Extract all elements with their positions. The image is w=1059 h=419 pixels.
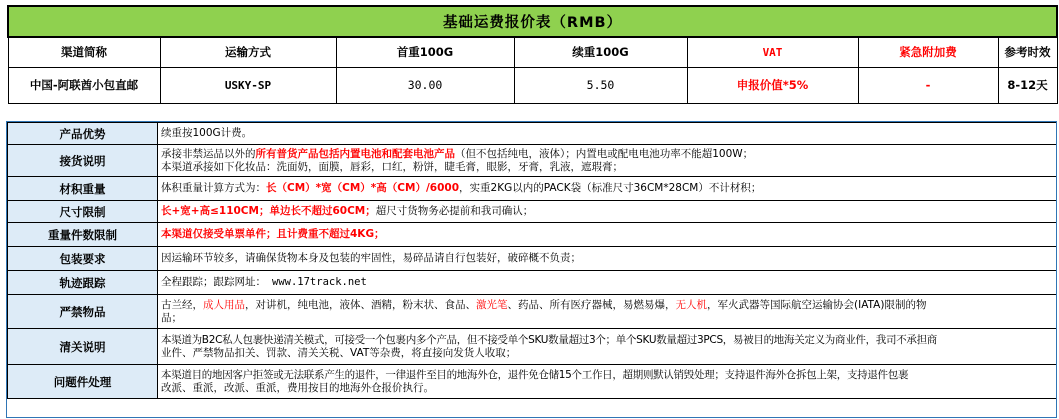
label-issues: 问题件处理 <box>8 365 158 399</box>
cell-vat: 申报价值*5% <box>687 67 858 103</box>
prohibited-item-highlight: 成人用品 <box>203 298 245 311</box>
weight-text-a: 体积重量计算方式为： <box>161 182 266 194</box>
prohibited-item: ，军火武器等国际航空运输协会(IATA)限制的物 <box>707 298 927 311</box>
content-acceptance <box>158 145 1057 177</box>
header-vat: VAT <box>687 37 858 67</box>
header-channel: 渠道简称 <box>8 37 160 67</box>
acceptance-text-c: （但不包括纯电，液体）；内置电或配电电池功率不能超100W； <box>455 147 754 160</box>
prohibited-item-highlight: 无人机 <box>675 298 707 311</box>
label-prohibited: 严禁物品 <box>8 295 158 329</box>
customs-line-2: 业件、严禁物品扣关、罚款、清关关税、VAT等杂费，将直接向发货人收取； <box>161 346 517 359</box>
prohibited-item: ，对讲机，纯电池，液体、酒精，粉末状、食品、 <box>245 298 476 311</box>
cell-method: USKY-SP <box>160 67 336 103</box>
content-size <box>158 201 1057 223</box>
content-prohibited <box>158 295 1057 329</box>
content-customs <box>158 329 1057 365</box>
prohibited-line-2: 品； <box>161 311 182 324</box>
cell-add-weight: 5.50 <box>514 67 687 103</box>
pieces-text: 本渠道仅接受单票单件；且计费重不超过4KG； <box>161 228 385 240</box>
detail-row-pieces <box>8 223 1057 247</box>
label-packing: 包装要求 <box>8 247 158 271</box>
detail-row-weight <box>8 177 1057 201</box>
label-pieces: 重量件数限制 <box>8 223 158 247</box>
weight-text-c: ，实重2KG以内的PACK袋（标准尺寸36CM*28CM）不计材积； <box>459 182 762 194</box>
content-weight <box>158 177 1057 201</box>
acceptance-text-a: 承接非禁运品以外的 <box>161 147 256 160</box>
label-acceptance: 接货说明 <box>8 145 158 177</box>
header-method: 运输方式 <box>160 37 336 67</box>
tracking-text: 全程跟踪；跟踪网址： <box>161 276 266 288</box>
issues-line-2: 改派、重派，改派、重派，费用按目的地海外仓报价执行。 <box>161 381 434 394</box>
table-header-row <box>8 37 1057 67</box>
packing-text: 因运输环节较多，请确保货物本身及包装的牢固性，易碎品请自行包装好，破碎概不负责； <box>161 252 581 264</box>
content-advantage <box>158 123 1057 145</box>
cell-surcharge: - <box>858 67 998 103</box>
detail-row-size <box>8 201 1057 223</box>
tracking-url-link[interactable]: www.17track.net <box>272 276 367 288</box>
detail-row-advantage <box>8 123 1057 145</box>
acceptance-text-highlight: 所有普货产品包括内置电池和配套电池产品 <box>255 147 455 160</box>
price-table <box>7 5 1058 104</box>
detail-row-prohibited <box>8 295 1057 329</box>
content-tracking <box>158 271 1057 295</box>
header-surcharge: 紧急附加费 <box>858 37 998 67</box>
detail-row-tracking <box>8 271 1057 295</box>
header-add-weight: 续重100G <box>514 37 687 67</box>
size-limit-text: 长+宽+高≤110CM；单边长不超过60CM； <box>161 205 376 217</box>
header-first-weight: 首重100G <box>336 37 514 67</box>
advantage-text: 续重按100G计费。 <box>161 127 253 139</box>
label-advantage: 产品优势 <box>8 123 158 145</box>
header-transit: 参考时效 <box>998 37 1057 67</box>
table-title: 基础运费报价表（RMB） <box>8 6 1057 37</box>
prohibited-item-highlight: 激光笔 <box>476 298 508 311</box>
detail-row-packing <box>8 247 1057 271</box>
content-pieces <box>158 223 1057 247</box>
label-tracking: 轨迹跟踪 <box>8 271 158 295</box>
acceptance-line-2: 本渠道承接如下化妆品：洗面奶，面膜，唇彩，口红，粉饼，睫毛膏，眼影，牙膏，乳液，遮瑕膏； <box>161 160 623 173</box>
content-packing <box>158 247 1057 271</box>
weight-formula: 长（CM）*宽（CM）*高（CM）/6000 <box>266 182 460 194</box>
prohibited-line-1 <box>161 299 1053 312</box>
cell-transit: 8-12天 <box>998 67 1057 103</box>
cell-first-weight: 30.00 <box>336 67 514 103</box>
label-weight: 材积重量 <box>8 177 158 201</box>
detail-table <box>7 122 1057 399</box>
prohibited-item: 古兰经， <box>161 298 203 311</box>
detail-row-acceptance <box>8 145 1057 177</box>
label-customs: 清关说明 <box>8 329 158 365</box>
table-row <box>8 67 1057 103</box>
label-size: 尺寸限制 <box>8 201 158 223</box>
issues-line-1: 本渠道目的地因客户拒签或无法联系产生的退件，一律退件至目的地海外仓，退件免仓储15个工作日，超期则默认销毁处理；支持退件海外仓拆包上架，支持退件包裹 <box>161 368 909 381</box>
cell-channel: 中国-阿联酋小包直邮 <box>8 67 160 103</box>
acceptance-line-1 <box>161 148 1053 161</box>
customs-line-1: 本渠道为B2C私人包裹快递清关模式，可接受一个包裹内多个产品，但不接受单个SKU数量超过3个；单个SKU数量超过3PCS，易被目的地海关定义为商业件，我司不承担商 <box>161 333 938 346</box>
content-issues <box>158 365 1057 399</box>
prohibited-item: 、药品、所有医疗器械，易燃易爆， <box>507 298 676 311</box>
detail-row-issues <box>8 365 1057 399</box>
detail-row-customs <box>8 329 1057 365</box>
size-note-text: 超尺寸货物务必提前和我司确认； <box>375 205 534 217</box>
